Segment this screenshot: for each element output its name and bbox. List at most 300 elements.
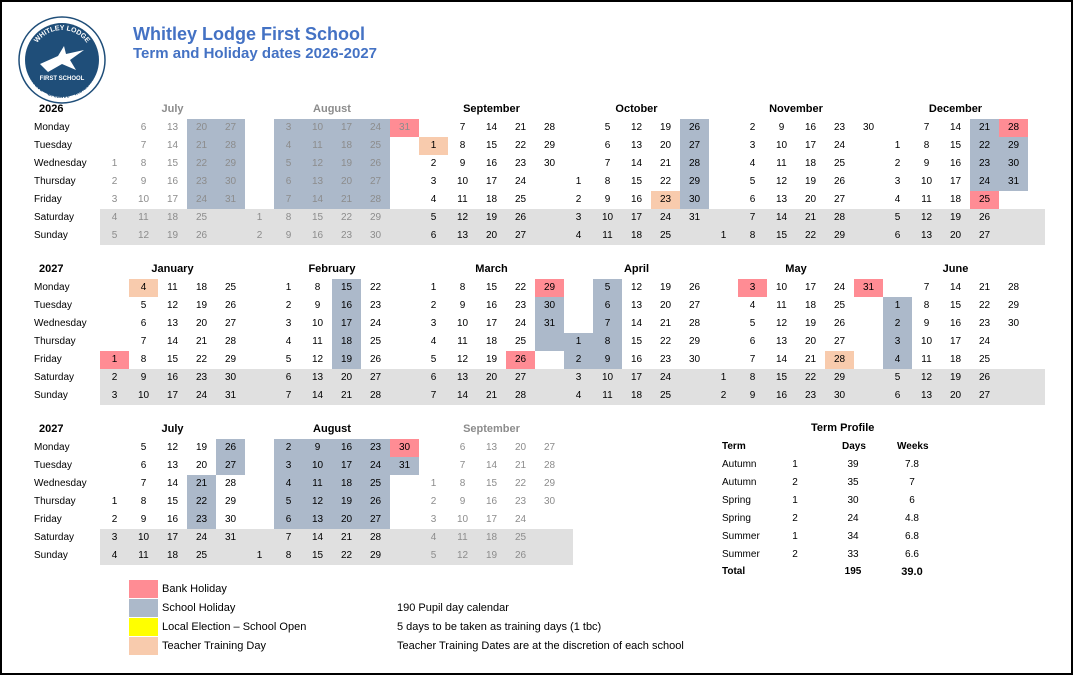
term-profile-term: Spring	[722, 495, 751, 506]
date-cell: 10	[920, 176, 933, 187]
date-cell: 16	[340, 300, 353, 311]
date-cell: 19	[659, 282, 672, 293]
date-cell: 31	[862, 282, 875, 293]
date-cell: 6	[894, 230, 901, 241]
term-profile-weeks: 4.8	[905, 513, 919, 524]
term-profile-num: 2	[792, 549, 798, 560]
date-cell: 26	[369, 158, 382, 169]
date-cell: 2	[430, 300, 437, 311]
date-cell: 10	[137, 194, 150, 205]
date-cell: 8	[604, 336, 611, 347]
date-cell: 11	[776, 158, 787, 169]
date-cell: 18	[195, 282, 208, 293]
term-header: Term	[722, 441, 746, 452]
date-cell: 23	[514, 300, 527, 311]
date-cell: 27	[978, 230, 991, 241]
year-label: 2027	[39, 263, 64, 275]
month-title-february: February	[308, 263, 356, 275]
date-cell: 24	[833, 282, 846, 293]
month-title-november: November	[769, 103, 823, 115]
date-cell: 8	[923, 140, 930, 151]
date-cell: 27	[543, 442, 556, 453]
date-cell: 11	[312, 336, 323, 347]
date-cell: 27	[369, 372, 382, 383]
date-cell: 22	[195, 354, 208, 365]
date-cell: 13	[166, 318, 179, 329]
date-cell: 23	[978, 158, 991, 169]
date-cell: 7	[749, 212, 756, 223]
day-name-monday: Monday	[34, 282, 70, 293]
date-cell: 23	[369, 300, 382, 311]
date-cell: 23	[340, 230, 353, 241]
date-cell: 7	[140, 336, 147, 347]
date-cell: 12	[311, 354, 324, 365]
date-cell: 11	[921, 194, 932, 205]
date-cell: 23	[514, 158, 527, 169]
date-cell: 6	[894, 390, 901, 401]
date-cell: 3	[430, 176, 437, 187]
date-cell: 20	[485, 230, 498, 241]
date-cell: 12	[630, 282, 643, 293]
term-profile-total-label: Total	[722, 566, 746, 577]
date-cell: 16	[949, 158, 962, 169]
date-cell: 6	[140, 460, 147, 471]
date-cell: 16	[311, 230, 324, 241]
date-cell: 20	[195, 460, 208, 471]
date-cell: 31	[543, 318, 556, 329]
date-cell: 17	[949, 176, 962, 187]
term-profile-term: Summer	[722, 549, 760, 560]
date-cell: 20	[195, 122, 208, 133]
date-cell: 13	[166, 122, 179, 133]
date-cell: 1	[720, 372, 727, 383]
date-cell: 14	[311, 194, 324, 205]
date-cell: 9	[923, 158, 930, 169]
date-cell: 24	[369, 122, 382, 133]
date-cell: 22	[369, 282, 382, 293]
date-cell: 30	[688, 354, 701, 365]
date-cell: 14	[630, 318, 643, 329]
date-cell: 16	[775, 390, 788, 401]
date-cell: 1	[111, 354, 118, 365]
date-cell: 8	[923, 300, 930, 311]
date-cell: 17	[485, 318, 498, 329]
date-cell: 27	[514, 230, 527, 241]
note-text: 190 Pupil day calendar	[397, 602, 509, 614]
legend-label: Local Election – School Open	[162, 621, 307, 633]
date-cell: 23	[195, 176, 208, 187]
date-cell: 26	[833, 176, 846, 187]
month-title-may: May	[785, 263, 807, 275]
date-cell: 23	[369, 442, 382, 453]
date-cell: 15	[949, 140, 962, 151]
date-cell: 6	[749, 194, 756, 205]
date-cell: 7	[459, 460, 466, 471]
legend-swatch	[129, 618, 158, 636]
date-cell: 31	[224, 390, 237, 401]
date-cell: 15	[311, 212, 324, 223]
date-cell: 5	[604, 282, 611, 293]
date-cell: 7	[923, 282, 930, 293]
legend-swatch	[129, 599, 158, 617]
term-profile-total-days: 195	[844, 566, 862, 577]
date-cell: 29	[369, 550, 382, 561]
date-cell: 26	[688, 282, 701, 293]
date-cell: 10	[137, 390, 150, 401]
date-cell: 5	[749, 176, 756, 187]
date-cell: 29	[543, 282, 556, 293]
day-name-tuesday: Tuesday	[34, 300, 72, 311]
date-cell: 23	[804, 390, 817, 401]
date-cell: 31	[398, 460, 411, 471]
date-cell: 8	[314, 282, 321, 293]
date-cell: 18	[949, 354, 962, 365]
date-cell: 18	[804, 158, 817, 169]
date-cell: 13	[311, 176, 324, 187]
date-cell: 19	[485, 212, 498, 223]
date-cell: 1	[111, 496, 118, 507]
date-cell: 9	[604, 194, 611, 205]
date-cell: 1	[256, 550, 263, 561]
date-cell: 28	[224, 478, 237, 489]
date-cell: 2	[111, 176, 118, 187]
date-cell: 7	[604, 318, 611, 329]
term-profile-num: 1	[792, 531, 798, 542]
date-cell: 3	[430, 318, 437, 329]
term-profile-num: 1	[792, 495, 798, 506]
date-cell: 9	[314, 442, 321, 453]
month-title-july: July	[161, 423, 184, 435]
date-cell: 2	[575, 194, 582, 205]
date-cell: 7	[285, 532, 292, 543]
date-cell: 21	[978, 122, 991, 133]
year-label: 2026	[39, 103, 64, 115]
date-cell: 17	[166, 194, 179, 205]
date-cell: 19	[166, 230, 179, 241]
date-cell: 28	[543, 122, 556, 133]
date-cell: 22	[659, 336, 672, 347]
date-cell: 1	[894, 300, 901, 311]
date-cell: 5	[140, 300, 147, 311]
date-cell: 22	[978, 300, 991, 311]
date-cell: 3	[894, 176, 901, 187]
date-cell: 5	[111, 230, 118, 241]
date-cell: 13	[456, 230, 469, 241]
calendar-subtitle: Term and Holiday dates 2026-2027	[133, 45, 377, 62]
date-cell: 5	[285, 496, 292, 507]
date-cell: 14	[949, 282, 962, 293]
date-cell: 22	[514, 478, 527, 489]
date-cell: 7	[140, 478, 147, 489]
date-cell: 24	[659, 212, 672, 223]
date-cell: 2	[430, 496, 437, 507]
date-cell: 30	[398, 442, 411, 453]
date-cell: 28	[833, 354, 846, 365]
date-cell: 30	[224, 176, 237, 187]
date-cell: 25	[224, 282, 237, 293]
date-cell: 15	[485, 140, 498, 151]
legend-label: School Holiday	[162, 602, 236, 614]
date-cell: 3	[111, 194, 118, 205]
date-cell: 4	[894, 194, 901, 205]
date-cell: 25	[978, 354, 991, 365]
date-cell: 6	[459, 442, 466, 453]
date-cell: 24	[195, 194, 208, 205]
date-cell: 8	[459, 282, 466, 293]
date-cell: 20	[659, 140, 672, 151]
term-profile-days: 34	[847, 531, 859, 542]
term-profile-term: Summer	[722, 531, 760, 542]
date-cell: 3	[749, 282, 756, 293]
month-title-august: August	[313, 103, 351, 115]
date-cell: 16	[630, 354, 643, 365]
date-cell: 26	[514, 550, 527, 561]
date-cell: 26	[369, 354, 382, 365]
date-cell: 25	[978, 194, 991, 205]
date-cell: 29	[688, 336, 701, 347]
date-cell: 15	[630, 336, 643, 347]
day-name-saturday: Saturday	[34, 372, 75, 383]
date-cell: 26	[224, 442, 237, 453]
date-cell: 11	[602, 390, 613, 401]
month-title-december: December	[928, 103, 983, 115]
date-cell: 5	[894, 212, 901, 223]
term-profile-days: 35	[847, 477, 859, 488]
date-cell: 2	[111, 514, 118, 525]
day-name-sunday: Sunday	[34, 390, 68, 401]
date-cell: 18	[630, 230, 643, 241]
date-cell: 11	[138, 550, 149, 561]
date-cell: 13	[775, 194, 788, 205]
term-profile-weeks: 6.6	[905, 549, 919, 560]
date-cell: 17	[485, 176, 498, 187]
date-cell: 22	[340, 550, 353, 561]
date-cell: 14	[775, 354, 788, 365]
date-cell: 10	[456, 176, 469, 187]
date-cell: 30	[833, 390, 846, 401]
date-cell: 30	[543, 496, 556, 507]
day-name-thursday: Thursday	[34, 336, 76, 347]
date-cell: 6	[285, 514, 292, 525]
date-cell: 15	[775, 372, 788, 383]
date-cell: 8	[459, 478, 466, 489]
date-cell: 17	[340, 460, 353, 471]
date-cell: 26	[195, 230, 208, 241]
date-cell: 13	[630, 140, 643, 151]
date-cell: 29	[543, 478, 556, 489]
date-cell: 4	[894, 354, 901, 365]
date-cell: 9	[778, 122, 785, 133]
date-cell: 1	[430, 140, 437, 151]
term-profile-title: Term Profile	[811, 422, 875, 434]
date-cell: 4	[749, 158, 756, 169]
term-profile-weeks: 6.8	[905, 531, 919, 542]
date-cell: 27	[514, 372, 527, 383]
date-cell: 24	[833, 140, 846, 151]
date-cell: 26	[514, 212, 527, 223]
date-cell: 25	[659, 390, 672, 401]
date-cell: 2	[285, 300, 292, 311]
date-cell: 15	[949, 300, 962, 311]
date-cell: 2	[111, 372, 118, 383]
date-cell: 1	[111, 158, 118, 169]
date-cell: 25	[195, 212, 208, 223]
date-cell: 10	[601, 212, 614, 223]
date-cell: 9	[140, 514, 147, 525]
date-cell: 11	[457, 532, 468, 543]
date-cell: 14	[166, 478, 179, 489]
date-cell: 28	[688, 158, 701, 169]
date-cell: 27	[833, 336, 846, 347]
month-title-september: September	[463, 103, 520, 115]
date-cell: 2	[285, 442, 292, 453]
term-profile-term: Spring	[722, 513, 751, 524]
date-cell: 6	[430, 372, 437, 383]
date-cell: 9	[140, 372, 147, 383]
date-cell: 15	[485, 282, 498, 293]
date-cell: 8	[459, 140, 466, 151]
date-cell: 3	[575, 372, 582, 383]
date-cell: 7	[285, 194, 292, 205]
date-cell: 24	[978, 336, 991, 347]
date-cell: 5	[749, 318, 756, 329]
date-cell: 14	[166, 140, 179, 151]
date-cell: 12	[630, 122, 643, 133]
date-cell: 21	[659, 318, 672, 329]
date-cell: 27	[224, 460, 237, 471]
date-cell: 17	[485, 514, 498, 525]
date-cell: 23	[659, 194, 672, 205]
date-cell: 23	[195, 514, 208, 525]
date-cell: 19	[340, 354, 353, 365]
date-cell: 19	[949, 372, 962, 383]
date-cell: 14	[166, 336, 179, 347]
date-cell: 30	[224, 514, 237, 525]
date-cell: 5	[430, 550, 437, 561]
date-cell: 24	[369, 460, 382, 471]
day-name-wednesday: Wednesday	[34, 318, 87, 329]
date-cell: 8	[749, 230, 756, 241]
date-cell: 21	[340, 194, 353, 205]
term-profile-days: 33	[847, 549, 859, 560]
term-profile-weeks: 6	[909, 495, 915, 506]
date-cell: 14	[311, 532, 324, 543]
date-cell: 19	[195, 442, 208, 453]
date-cell: 2	[749, 122, 756, 133]
date-cell: 28	[688, 318, 701, 329]
note-text: 5 days to be taken as training days (1 tbc)	[397, 621, 602, 633]
date-cell: 11	[776, 300, 787, 311]
date-cell: 6	[604, 140, 611, 151]
date-cell: 24	[659, 372, 672, 383]
date-cell: 21	[514, 460, 527, 471]
date-cell: 17	[949, 336, 962, 347]
date-cell: 23	[514, 496, 527, 507]
logo-motto: Active · Creative · Inclusive	[28, 76, 96, 101]
date-cell: 19	[804, 318, 817, 329]
date-cell: 16	[166, 372, 179, 383]
date-cell: 10	[920, 336, 933, 347]
term-profile-num: 1	[792, 459, 798, 470]
date-cell: 9	[140, 176, 147, 187]
date-cell: 21	[659, 158, 672, 169]
month-title-july: July	[161, 103, 184, 115]
date-cell: 26	[369, 496, 382, 507]
date-cell: 6	[285, 176, 292, 187]
date-cell: 8	[749, 372, 756, 383]
date-cell: 23	[659, 354, 672, 365]
date-cell: 26	[833, 318, 846, 329]
date-cell: 5	[285, 158, 292, 169]
date-cell: 22	[195, 496, 208, 507]
weeks-header: Weeks	[897, 441, 929, 452]
date-cell: 22	[804, 230, 817, 241]
day-name-thursday: Thursday	[34, 176, 76, 187]
date-cell: 3	[430, 514, 437, 525]
date-cell: 15	[630, 176, 643, 187]
days-header: Days	[842, 441, 866, 452]
term-profile-num: 2	[792, 477, 798, 488]
date-cell: 7	[285, 390, 292, 401]
date-cell: 21	[195, 140, 208, 151]
day-name-saturday: Saturday	[34, 532, 75, 543]
date-cell: 9	[604, 354, 611, 365]
date-cell: 7	[604, 158, 611, 169]
date-cell: 29	[224, 496, 237, 507]
date-cell: 16	[166, 176, 179, 187]
date-cell: 5	[430, 354, 437, 365]
date-cell: 1	[256, 212, 263, 223]
date-cell: 2	[430, 158, 437, 169]
day-name-sunday: Sunday	[34, 550, 68, 561]
note-text: Teacher Training Dates are at the discretion of each school	[397, 640, 684, 652]
date-cell: 17	[166, 390, 179, 401]
date-cell: 5	[894, 372, 901, 383]
date-cell: 6	[604, 300, 611, 311]
date-cell: 3	[285, 318, 292, 329]
date-cell: 10	[456, 318, 469, 329]
date-cell: 14	[456, 390, 469, 401]
date-cell: 25	[833, 158, 846, 169]
date-cell: 14	[485, 122, 498, 133]
date-cell: 18	[340, 140, 353, 151]
date-cell: 21	[340, 532, 353, 543]
date-cell: 10	[311, 318, 324, 329]
date-cell: 29	[1007, 140, 1020, 151]
date-cell: 19	[659, 122, 672, 133]
date-cell: 26	[224, 300, 237, 311]
date-cell: 20	[340, 176, 353, 187]
date-cell: 1	[575, 336, 582, 347]
date-cell: 30	[688, 194, 701, 205]
date-cell: 13	[311, 372, 324, 383]
date-cell: 25	[369, 336, 382, 347]
month-title-august: August	[313, 423, 351, 435]
date-cell: 13	[166, 460, 179, 471]
date-cell: 16	[340, 442, 353, 453]
date-cell: 30	[862, 122, 875, 133]
date-cell: 20	[949, 230, 962, 241]
date-cell: 12	[166, 300, 179, 311]
date-cell: 14	[949, 122, 962, 133]
date-cell: 16	[485, 496, 498, 507]
date-cell: 5	[430, 212, 437, 223]
term-profile-days: 39	[847, 459, 859, 470]
day-name-saturday: Saturday	[34, 212, 75, 223]
date-cell: 19	[195, 300, 208, 311]
date-cell: 12	[311, 158, 324, 169]
date-cell: 10	[137, 532, 150, 543]
